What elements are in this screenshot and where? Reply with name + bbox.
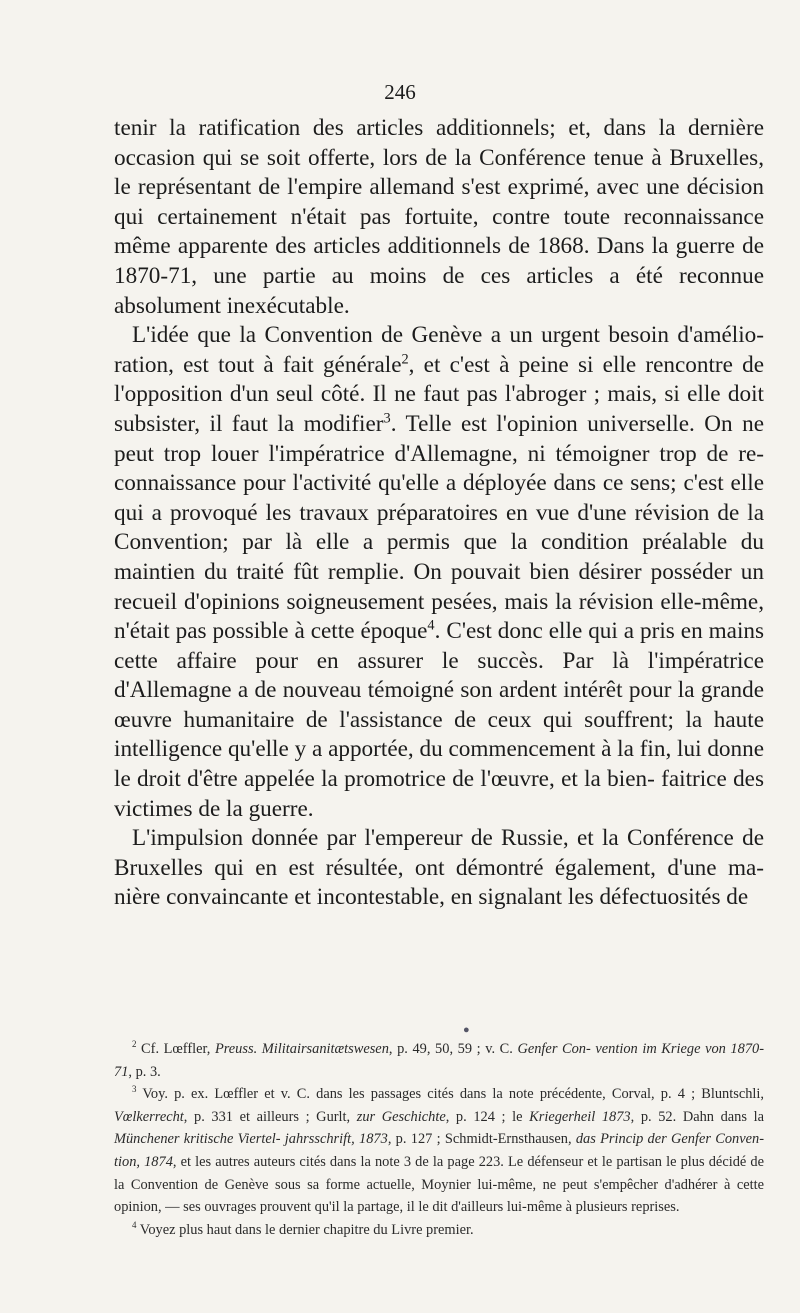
text-line: le représentant de l'empire allemand s'est exprimé, avec une décision bbox=[114, 174, 764, 201]
footnote-text: , et les autres auteurs cités dans la note 3 de la page 223. Le défenseur et le partisan le plus décidé de la Convention de Genève sous sa forme actuelle, Moynier lui-même, ne peut s'empêcher d'adhérer à cette opinion, — ses ouvrages prouvent qu'il la partage, il le dit d'ailleurs lui-même à plusieurs reprises. bbox=[114, 1153, 764, 1216]
footnote-title: Vœlkerrecht bbox=[114, 1108, 184, 1125]
footnote-title: zur Geschichte bbox=[356, 1108, 446, 1125]
footnote-text: , p. 49, 50, 59 ; v. C. bbox=[388, 1041, 518, 1057]
footnote-text: , p. 124 ; le bbox=[445, 1108, 530, 1125]
paragraph-text: L'impulsion donnée par l'empereur de Russie, et la Conférence de Bruxelles qui en est résultée, ont démontré également, d'une ma- nière convaincante et incontestable, en signalant les défectuosités de bbox=[114, 825, 764, 911]
main-text bbox=[114, 114, 764, 913]
footnote-title: das Princip der Genfer Conven- tion, 1874 bbox=[114, 1131, 764, 1170]
text-line: inexécutable. bbox=[226, 292, 350, 319]
footnote-title: Kriegerheil 1873 bbox=[529, 1108, 631, 1125]
paragraph-text: , et c'est à peine si elle rencontre de l'opposition d'un seul côté. Il ne faut pas l'abroger ; mais, si elle doit subsister, il faut la modifier bbox=[114, 351, 764, 437]
footnote-text: Cf. Lœffler, bbox=[141, 1041, 215, 1057]
footnote-text: , p. 331 et ailleurs ; Gurlt, bbox=[183, 1108, 357, 1125]
paragraph-2 bbox=[114, 321, 764, 824]
footnote-text: , p. 127 ; Schmidt-Ernsthausen, bbox=[387, 1131, 576, 1148]
footnote-title: Münchener kritische Viertel- jahrsschrift, 1873 bbox=[114, 1131, 388, 1148]
footnote bbox=[114, 1038, 764, 1083]
text-line: qui certainement n'était pas fortuite, contre toute reconnaissance bbox=[114, 203, 764, 230]
page-number: 246 bbox=[384, 80, 416, 104]
text-line: occasion qui se soit offerte, lors de la Conférence tenue à Bruxelles, bbox=[114, 144, 764, 171]
footnote-number: 3 bbox=[132, 1084, 137, 1095]
paragraph-text: . C'est donc elle qui a pris en mains cette affaire pour en assurer le succès. Par là l'impératrice d'Allemagne a de nouveau témoigné son ardent intérêt pour la grande œuvre humanitaire de l'assistance de ceux qui souffrent; la haute intelligence qu'elle y a apportée, du commencement à la fin, lui donne le droit d'être appelée la promotrice de l'œuvre, et la bien- faitrice des victimes de la guerre. bbox=[114, 618, 765, 822]
paragraph-3 bbox=[114, 824, 764, 913]
footnote-text: , p. 3. bbox=[128, 1063, 161, 1080]
footnote-ref: 4 bbox=[427, 617, 435, 634]
footnote bbox=[114, 1083, 764, 1219]
paragraph-1 bbox=[114, 114, 764, 321]
text-line: tenir la ratification des articles additionnels; et, dans la dernière bbox=[114, 115, 764, 141]
footnote-text: Voy. p. ex. Lœffler et v. C. dans les passages cités dans la note précédente, Corval, p. 4 ; Bluntschli, bbox=[142, 1086, 765, 1103]
footnote-text: , p. 52. Dahn dans la bbox=[630, 1108, 764, 1125]
footnote-ref: 3 bbox=[383, 410, 391, 427]
footnotes bbox=[114, 1038, 764, 1241]
paragraph-text: . Telle est l'opinion universelle. On ne peut trop louer l'impératrice d'Allemagne, ni témoigner trop de re- connaissance pour l'activité qu'elle a déployée dans ce sens; c'est elle qui a provoqué les travaux préparatoires en vue d'une révision de la Convention; par là elle a permis que la condition préalable du maintien du traité fût remplie. On pouvait bien désirer posséder un recueil d'opinions soigneusement pesées, mais la révision elle-même, n'était pas possible à cette époque bbox=[114, 410, 764, 645]
footnote-ref: 2 bbox=[401, 351, 409, 368]
footnote-title: Preuss. Militairsanitætswesen bbox=[214, 1041, 389, 1057]
footnote-title: Genfer Con- vention im Kriege von 1870-71 bbox=[114, 1041, 765, 1080]
footnote-number: 4 bbox=[132, 1219, 137, 1230]
text-line: 1870-71, une partie au moins de ces articles a été reconnue absolument bbox=[114, 262, 764, 319]
paragraph-text: L'idée que la Convention de Genève a un urgent besoin d'amélio- ration, est tout à fait générale bbox=[114, 322, 764, 378]
footnote-text: Voyez plus haut dans le dernier chapitre du Livre premier. bbox=[139, 1221, 474, 1238]
ink-mark-icon: ● bbox=[463, 1024, 470, 1036]
footnote-number: 2 bbox=[132, 1039, 137, 1050]
text-line: même apparente des articles additionnels de 1868. Dans la guerre de bbox=[114, 233, 764, 260]
footnote bbox=[114, 1219, 764, 1242]
